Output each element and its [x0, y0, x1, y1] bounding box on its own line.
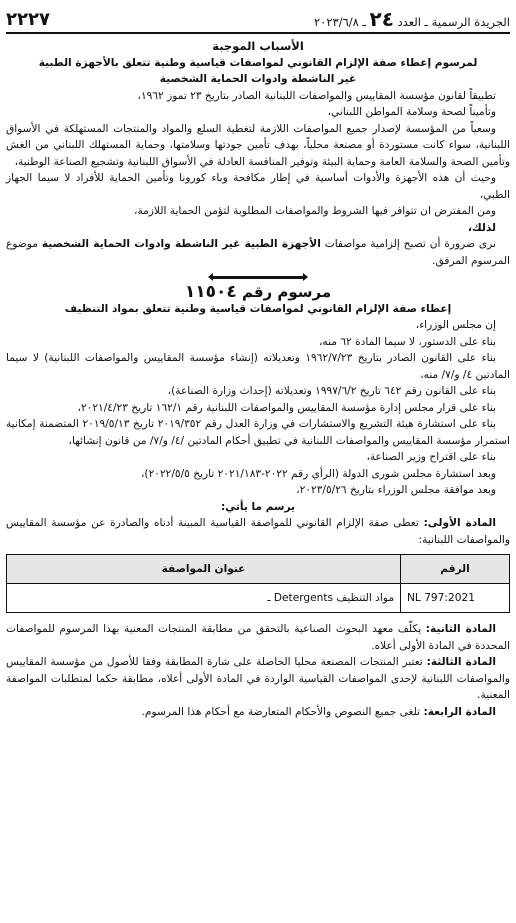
reasons-subtitle-2: غير الناشطة وادوات الحماية الشخصية	[159, 73, 357, 85]
article-1-label: المادة الأولى:	[423, 517, 496, 529]
decree-preamble: بناء على القانون الصادر بتاريخ ١٩٦٢/٧/٢٣ وتعديلاته (إنشاء مؤسسة المقاييس والمواصفات اللبنانية) لا سيما المادتين ٤/ و/٧/ منه،	[6, 352, 510, 381]
header-rule	[6, 32, 510, 34]
decree-title	[6, 284, 510, 301]
decree-preamble: بناء على قرار مجلس إدارة مؤسسة المقاييس والمواصفات اللبنانية رقم ١٦٢/١ تاريخ ٢٠٢١/٤/٢٣،	[77, 401, 496, 414]
reasons-therefore: لذلك،	[468, 221, 496, 234]
article-1	[6, 515, 510, 548]
reasons-p7-end: موضوع المرسوم المرفق.	[6, 238, 510, 267]
table-header-row	[7, 555, 510, 584]
article-2-text: يكلّف معهد البحوث الصناعية بالتحقق من مطابقة المنتجات المعنية بهذا المرسوم للمواصفات المحددة في المادة الأولى أعلاه.	[6, 623, 510, 652]
standard-title: مواد التنظيف Detergents ـ	[7, 584, 401, 613]
decree-preamble: إن مجلس الوزراء،	[415, 319, 496, 331]
reasons-paragraph: وتأميناً لصحة وسلامة المواطن اللبناني،	[327, 106, 496, 118]
standards-table	[6, 554, 510, 613]
article-3-label: المادة الثالثة:	[426, 656, 496, 668]
decree-preamble: وبعد موافقة مجلس الوزراء بتاريخ ٢٠٢٣/٥/٢٦،	[296, 484, 496, 496]
reasons-p7-subject: الأجهزة الطبية غير الناشطة وادوات الحماية الشخصية	[41, 238, 321, 250]
issue-date: ـ ٢٠٢٣/٦/٨	[313, 15, 366, 29]
article-2	[6, 621, 510, 654]
column-header-title: عنوان المواصفة	[7, 555, 401, 584]
reasons-paragraph: وحيث أن هذه الأجهزة والأدوات أساسية في إطار مكافحة وباء كورونا وتأمين الحماية للأفراد لا سيما الجهاز الطبي،	[6, 172, 510, 201]
article-4-text: تلغى جميع النصوص والأحكام المتعارضة مع أحكام هذا المرسوم.	[141, 705, 421, 718]
article-2-label: المادة الثانية:	[425, 623, 496, 635]
page-number: ٢٢٢٧	[6, 8, 50, 30]
article-3	[6, 654, 510, 704]
reasons-subtitle-1: لمرسوم إعطاء صفة الإلزام القانوني لمواصفات قياسية وطنية تتعلق بالأجهزة الطبية	[38, 56, 478, 69]
decree-preamble: بناء على القانون رقم ٦٤٢ تاريخ ١٩٩٧/٦/٢ وتعديلاته (إحداث وزارة الصناعة)،	[167, 385, 496, 397]
column-header-code: الرقم	[401, 555, 510, 584]
decree-number: ١١٥٠٤	[184, 282, 237, 302]
reasons-conclusion	[6, 220, 510, 237]
article-3-text: تعتبر المنتجات المصنعة محليا الحاصلة على شارة المطابقة وفقا للأصول من مؤسسة المقاييس والمواصفات اللبنانية لإحدى المواصفات القياسية الواردة في المادة الأولى أعلاه، مطابقة حكما لمتطلبات المواصفة المعنية.	[6, 656, 510, 701]
reasons-paragraph: وسعياً من المؤسسة لإصدار جميع المواصفات اللازمة لتغطية السلع والمواد والمنتجات المستهلكة في الأسواق اللبنانية، سواء كانت مستوردة أو مصنعة محلياً، بهدف تأمين جودتها وسلامتها، وحماية المستهلك اللبناني من الغش وتأمين الصحة والسلامة العامة وحماية البيئة وتوفير المنافسة العادلة في الأسواق اللبنانية وتشجيع الصناعة الوطنية،	[6, 122, 510, 168]
standard-code: NL 797:2021	[401, 584, 510, 613]
section-divider	[6, 276, 510, 279]
publication-name: الجريدة الرسمية ـ العدد	[397, 15, 510, 29]
decree-subtitle: إعطاء صفة الإلزام القانوني لمواصفات قياسية وطنية تتعلق بمواد التنظيف	[64, 302, 452, 315]
article-4	[6, 704, 510, 721]
decree-title-label: مرسوم رقم	[241, 283, 332, 301]
document-body	[6, 38, 510, 720]
page-header	[6, 8, 510, 30]
decree-preamble: بناء على استشارة هيئة التشريع والاستشارات في وزارة العدل رقم ٢٠١٩/٣٥٢ تاريخ ٢٠١٩/٥/١٣ المتضمنة إمكانية استمرار مؤسسة المقاييس والمواصفات اللبنانية في تطبيق أحكام المادتين /٤/ و/٧/ من قانون إنشائها،	[6, 418, 510, 447]
article-1-text: تعطى صفة الإلزام القانوني للمواصفة القياسية المبينة أدناه والصادرة عن مؤسسة المقاييس والمواصفات اللبنانية:	[6, 517, 510, 546]
reasons-paragraph: تطبيقاً لقانون مؤسسة المقاييس والمواصفات اللبنانية الصادر بتاريخ ٢٣ تموز ١٩٦٢،	[137, 89, 496, 102]
reasons-p7-start: نرى ضرورة أن تصبح إلزامية مواصفات	[324, 238, 496, 250]
decree-preamble: بناء على اقتراح وزير الصناعة،	[366, 451, 496, 463]
decrees-heading: يرسم ما يأتي:	[220, 500, 296, 513]
reasons-title: الأسباب الموجبة	[212, 39, 304, 53]
decree-preamble: بناء على الدستور، لا سيما المادة ٦٢ منه،	[318, 335, 496, 348]
issue-info	[314, 7, 510, 31]
reasons-paragraph: ومن المفترض ان تتوافر فيها الشروط والمواصفات المطلوبة لتؤمن الحماية اللازمة،	[134, 205, 496, 217]
table-row	[7, 584, 510, 613]
article-4-label: المادة الرابعة:	[423, 705, 496, 718]
decree-preamble: وبعد استشارة مجلس شورى الدولة (الرأي رقم ٢٠٢٢-٢٠٢١/١٨٣ تاريخ ٢٠٢٢/٥/٥)،	[141, 467, 496, 480]
issue-number: ٢٤	[369, 7, 394, 31]
reasons-paragraph	[6, 236, 510, 269]
